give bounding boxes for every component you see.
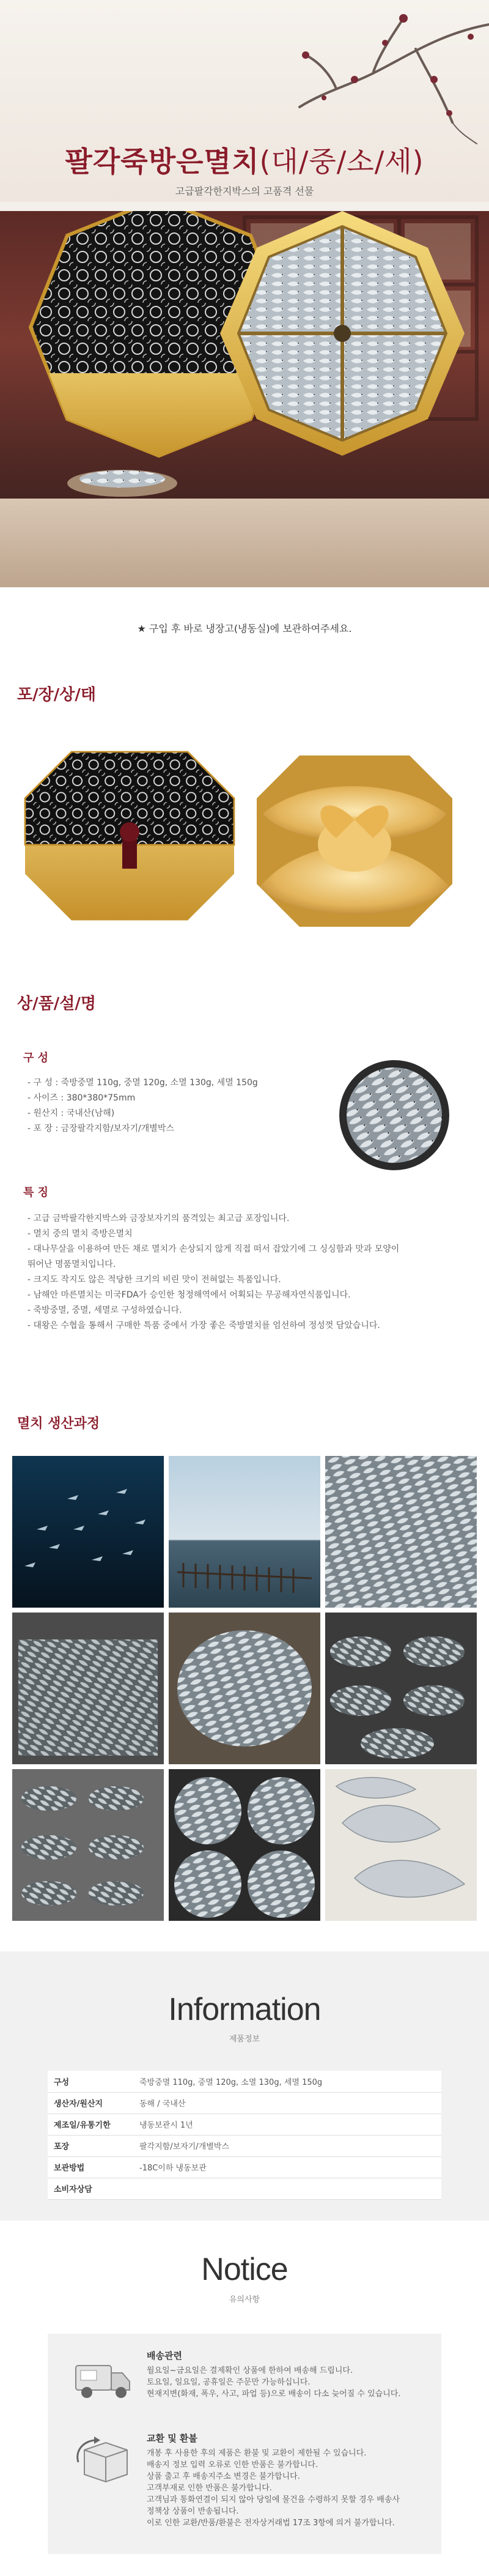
composition-line: - 포 장 : 금장팔각지함/보자기/개별박스 xyxy=(28,1124,174,1134)
information-heading: Information xyxy=(168,1992,321,2027)
feature-line: - 남해안 마른멸치는 미국FDA가 승인한 청정해역에서 어획되는 무공해자연식품입니다. xyxy=(28,1290,351,1300)
info-key: 소비자상담 xyxy=(48,2178,133,2199)
table-row xyxy=(48,2135,441,2156)
notice-line: 이로 인한 교환/반품/환불은 전자상거래법 17조 3항에 의거 불가합니다. xyxy=(147,2518,395,2528)
info-value xyxy=(133,2178,441,2199)
hero-section xyxy=(0,0,489,587)
notice-heading: Notice xyxy=(201,2252,288,2287)
octagon-gift-box-illustration xyxy=(0,211,489,587)
notice-line: 개봉 후 사용한 후의 제품은 환불 및 교환이 제한될 수 있습니다. xyxy=(147,2449,367,2458)
info-value: 동해 / 국내산 xyxy=(133,2092,441,2114)
features-title: 특 징 xyxy=(23,1186,49,1199)
notice-subheading: 유의사항 xyxy=(229,2295,260,2304)
notice-line: 월요일~금요일은 결제확인 상품에 한하여 배송해 드립니다. xyxy=(147,2366,353,2375)
feature-line: - 죽방중멸, 중멸, 세멸로 구성하였습니다. xyxy=(28,1305,182,1315)
notice-line: 고객님과 통화연결이 되지 않아 당일에 물건을 수령하지 못할 경우 배송사 xyxy=(147,2495,400,2504)
composition-title: 구 성 xyxy=(23,1052,49,1064)
info-value: 죽방중멸 110g, 중멸 120g, 소멸 130g, 세멸 150g xyxy=(133,2071,441,2092)
table-row xyxy=(48,2156,441,2178)
product-description-heading: 상/품/설/명 xyxy=(17,995,96,1013)
storage-note: ★ 구입 후 바로 냉장고(냉동실)에 보관하여주세요. xyxy=(137,623,352,634)
info-key: 생산자/원산지 xyxy=(48,2092,133,2114)
hero-title-main: 팔각죽방은멸치 xyxy=(65,145,260,178)
hero-product-photo xyxy=(0,211,489,587)
features-list xyxy=(28,1211,399,1334)
anchovy-bowl-photo xyxy=(337,1058,451,1172)
hero-title xyxy=(0,139,489,180)
table-row xyxy=(48,2114,441,2135)
info-value: -18C이하 냉동보관 xyxy=(133,2156,441,2178)
feature-line: - 고급 금박팔각한지박스와 금장보자기의 품격있는 최고급 포장입니다. xyxy=(28,1214,290,1223)
delivery-truck-icon xyxy=(72,2352,133,2407)
feature-line: - 대왕은 수협을 통해서 구매한 특품 중에서 가장 좋은 죽방멸치를 엄선하여 정성껏 담았습니다. xyxy=(28,1321,380,1331)
information-subheading: 제품정보 xyxy=(229,2035,260,2044)
composition-line: - 원산지 : 국내산(남해) xyxy=(28,1108,115,1118)
feature-line: - 크지도 작지도 않은 적당한 크기의 비린 맛이 전혀없는 특품입니다. xyxy=(28,1275,281,1285)
exchange-lines xyxy=(147,2448,400,2529)
hero-title-sizes: (대/중/소/세) xyxy=(259,145,424,178)
table-row xyxy=(48,2178,441,2199)
delivery-lines xyxy=(147,2365,401,2400)
anchovy-production-photos xyxy=(12,1456,477,1921)
notice-line: 상품 출고 후 배송지주소 변경은 불가합니다. xyxy=(147,2472,300,2481)
notice-line: 현재지변(화재, 폭우, 사고, 파업 등)으로 배송이 다소 늦어질 수 있습니다. xyxy=(147,2389,401,2399)
notice-line: 고객부재로 인한 반품은 불가합니다. xyxy=(147,2484,272,2493)
exchange-title: 교환 및 환불 xyxy=(147,2433,197,2444)
composition-line: - 사이즈 : 380*380*75mm xyxy=(28,1093,136,1103)
notice-line: 배송지 정보 입력 오류로 인한 반품은 불가합니다. xyxy=(147,2460,318,2470)
composition-line: - 구 성 : 죽방중멸 110g, 중멸 120g, 소멸 130g, 세멸 150g xyxy=(28,1078,258,1088)
packaging-heading: 포/장/상/태 xyxy=(17,686,96,704)
table-row xyxy=(48,2092,441,2114)
composition-list xyxy=(28,1075,258,1137)
feature-line: - 멸치 중의 멸치 죽방은멸치 xyxy=(28,1229,133,1239)
feature-line: - 대나무살을 이용하여 만든 채로 멸치가 손상되지 않게 직접 떠서 잡았기에 그 싱싱함과 맛과 모양이 xyxy=(28,1244,400,1254)
notice-line: 정책상 상품이 반송됩니다. xyxy=(147,2507,239,2516)
exchange-box-icon xyxy=(72,2432,133,2487)
product-info-table xyxy=(48,2071,441,2200)
info-value: 팔각지함/보자기/개별박스 xyxy=(133,2135,441,2156)
table-row xyxy=(48,2071,441,2092)
info-key: 보관방법 xyxy=(48,2156,133,2178)
process-heading: 멸치 생산과정 xyxy=(17,1416,100,1431)
info-key: 구성 xyxy=(48,2071,133,2092)
info-key: 포장 xyxy=(48,2135,133,2156)
delivery-title: 배송관련 xyxy=(147,2350,182,2361)
packaging-photos xyxy=(18,740,471,942)
info-key: 제조일/유통기한 xyxy=(48,2114,133,2135)
info-value: 냉동보관시 1년 xyxy=(133,2114,441,2135)
plum-branch-illustration xyxy=(232,0,489,147)
notice-line: 토요일, 일요일, 공휴일은 주문만 가능하십니다. xyxy=(147,2378,311,2387)
feature-line: 뛰어난 명품멸치입니다. xyxy=(28,1260,116,1269)
hero-subtitle: 고급팔각한지박스의 고품격 선물 xyxy=(175,185,314,197)
